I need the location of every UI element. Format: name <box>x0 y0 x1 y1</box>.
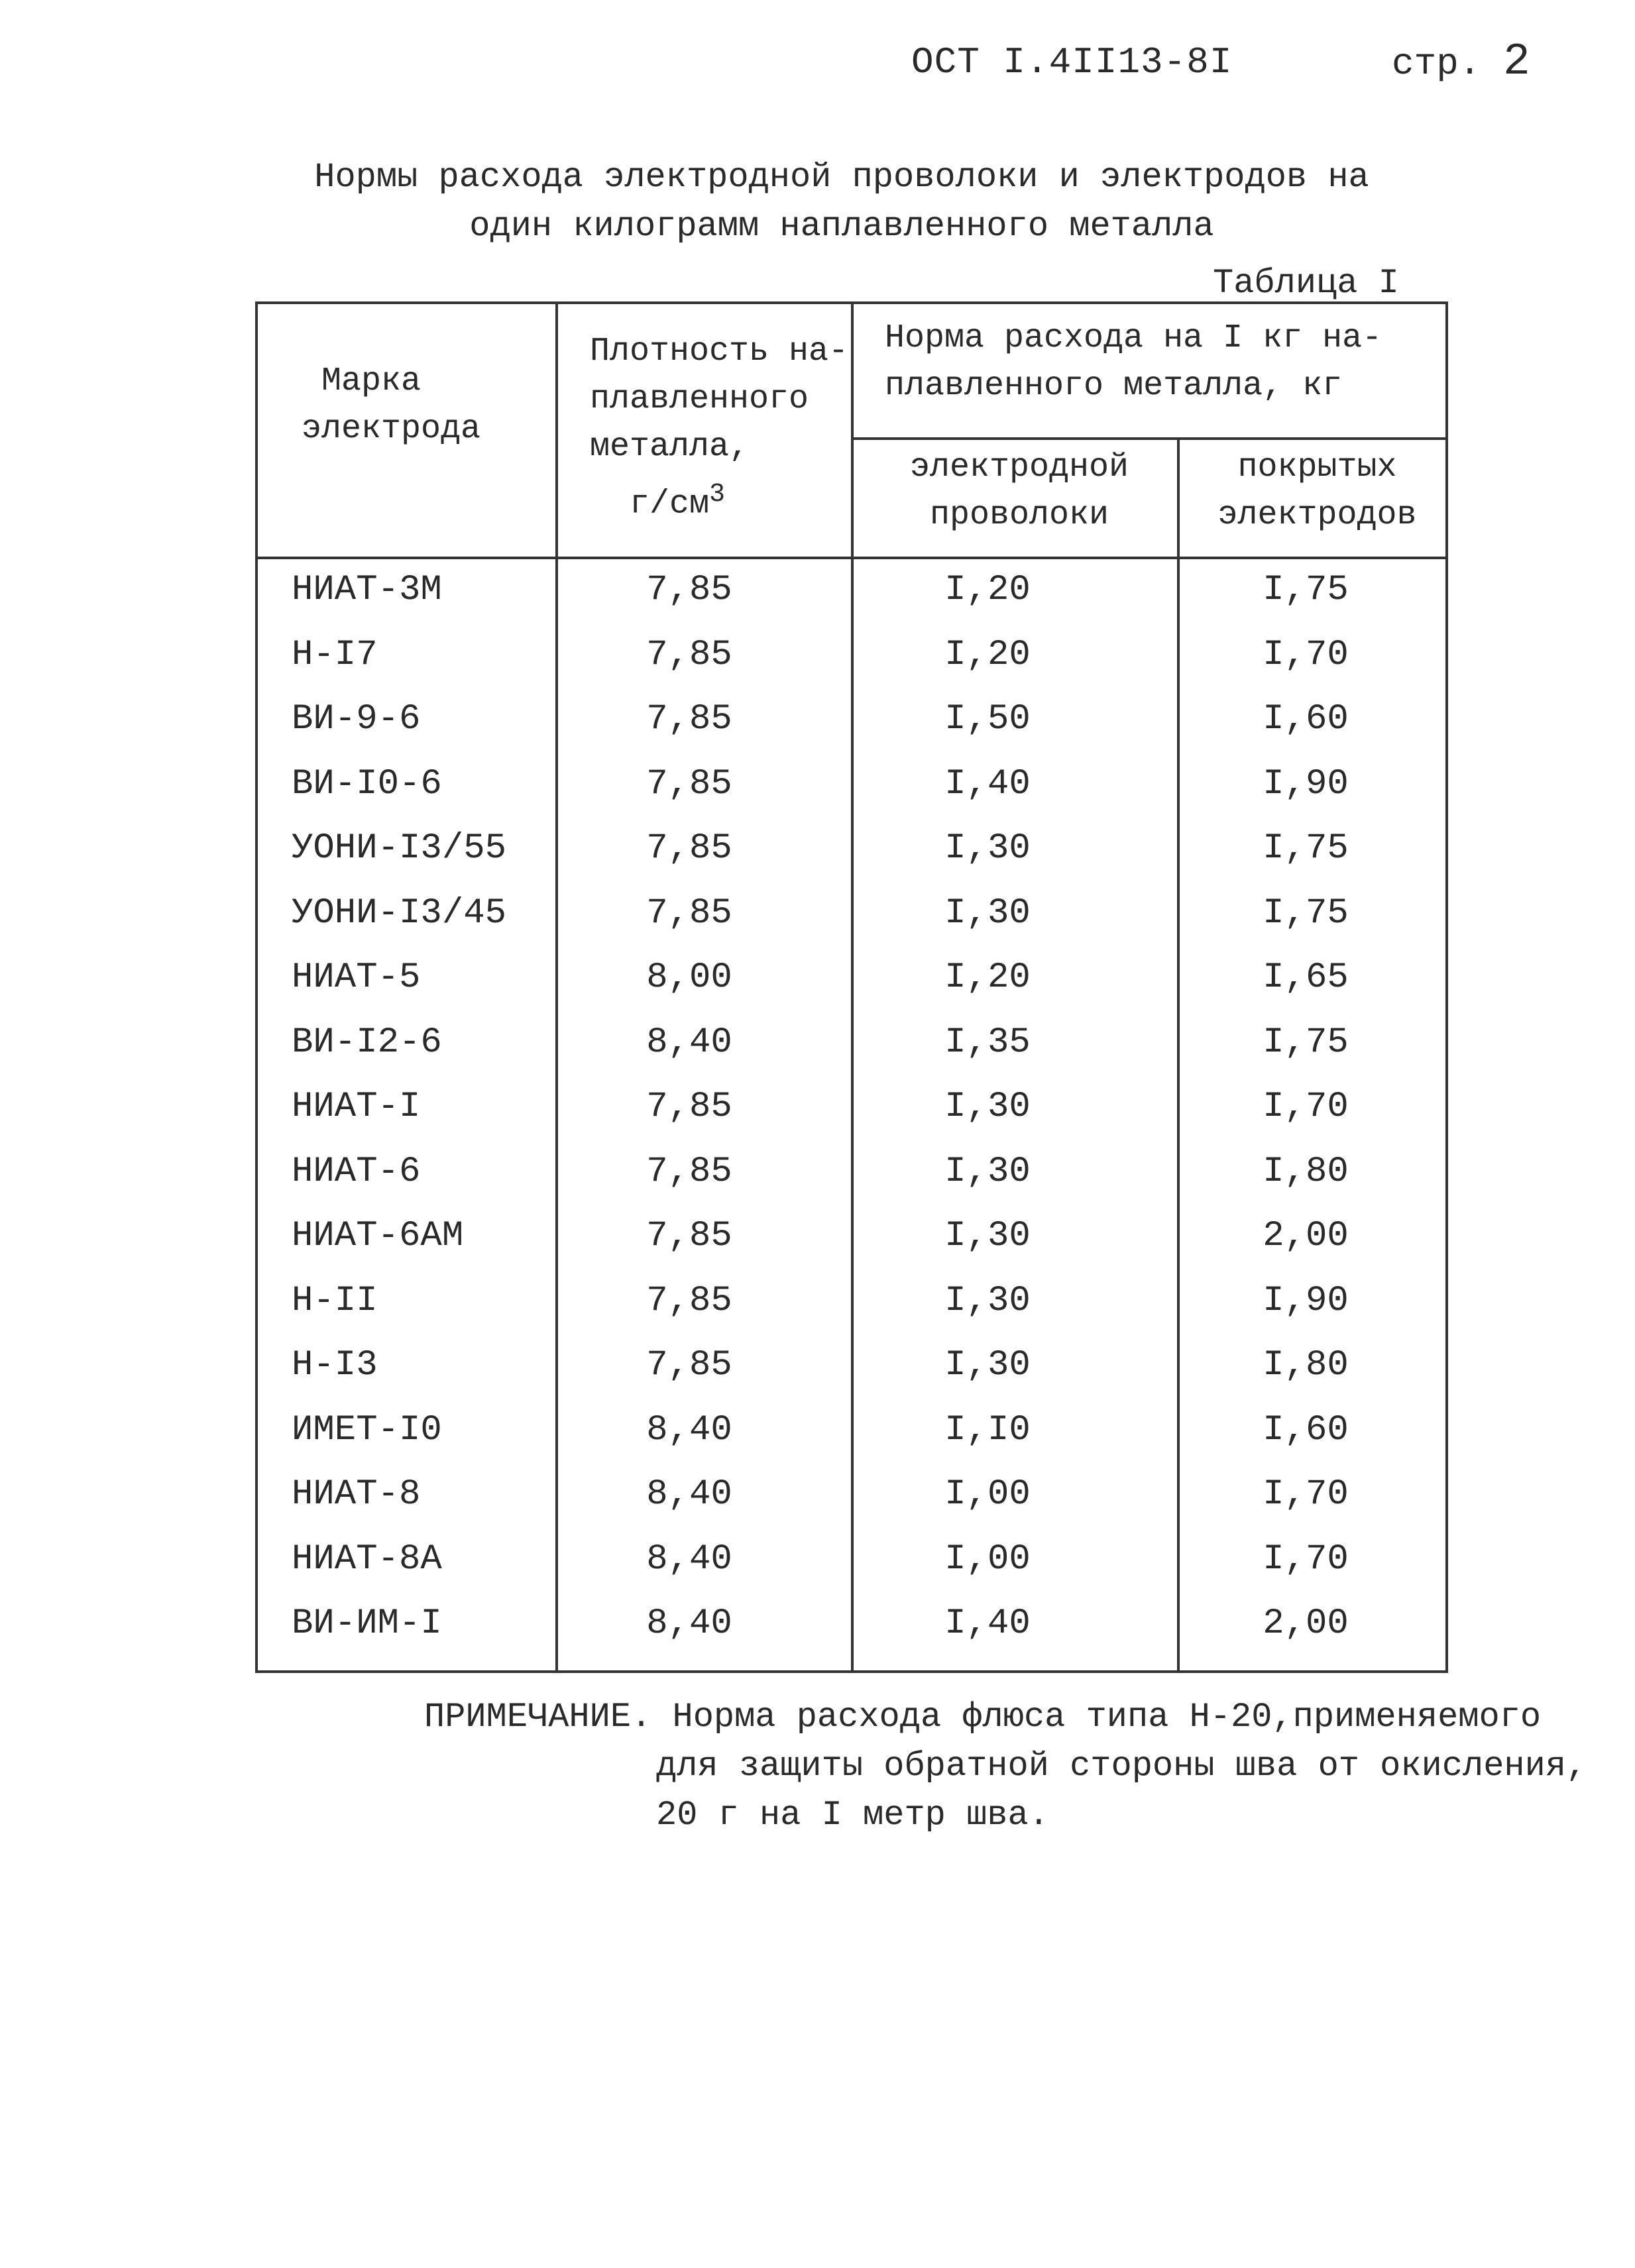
cell-wire-norm: I,30 <box>944 828 1031 869</box>
table-divider <box>1177 437 1180 1673</box>
cell-density: 7,85 <box>646 892 732 934</box>
note-line-2: для защиты обратной стороны шва от окисления, <box>656 1747 1587 1786</box>
cell-electrode-brand: НИАТ-8 <box>292 1474 421 1515</box>
header-electrode-brand <box>302 358 480 453</box>
cell-electrode-norm: I,80 <box>1263 1151 1349 1192</box>
header-density <box>590 328 855 529</box>
header-coated-electrodes <box>1186 444 1448 539</box>
note-line-3: 20 г на I метр шва. <box>656 1796 1049 1835</box>
cell-electrode-norm: I,70 <box>1263 634 1349 675</box>
page-number-value: 2 <box>1503 36 1530 87</box>
header-norm-group <box>885 315 1441 410</box>
cell-electrode-norm: I,75 <box>1263 1022 1349 1063</box>
cell-density: 7,85 <box>646 1216 732 1256</box>
cell-electrode-brand: ВИ-I2-6 <box>292 1022 442 1063</box>
cell-wire-norm: I,35 <box>944 1022 1031 1063</box>
note-label: ПРИМЕЧАНИЕ. <box>424 1698 652 1737</box>
header-line: Плотность на- <box>590 333 849 370</box>
cell-density: 8,40 <box>646 1603 732 1644</box>
cell-electrode-brand: НИАТ-8А <box>292 1539 442 1580</box>
page-label: стр. <box>1392 42 1481 85</box>
cell-density: 7,85 <box>646 1345 732 1385</box>
cell-wire-norm: I,30 <box>944 892 1031 934</box>
cell-wire-norm: I,30 <box>944 1216 1031 1256</box>
cell-wire-norm: I,I0 <box>944 1409 1031 1450</box>
header-line <box>590 471 855 529</box>
cell-wire-norm: I,30 <box>944 1280 1031 1321</box>
header-line: проволоки <box>929 496 1109 534</box>
cell-wire-norm: I,40 <box>944 763 1031 804</box>
cell-electrode-norm: I,60 <box>1263 1409 1349 1450</box>
title-line-1: Нормы расхода электродной проволоки и электродов на <box>314 158 1369 197</box>
cell-electrode-norm: 2,00 <box>1263 1216 1349 1256</box>
header-unit-sup: 3 <box>709 480 726 510</box>
cell-density: 7,85 <box>646 763 732 804</box>
cell-density: 8,00 <box>646 957 732 998</box>
cell-electrode-norm: I,90 <box>1263 1280 1349 1321</box>
cell-wire-norm: I,40 <box>944 1603 1031 1644</box>
cell-electrode-brand: Н-II <box>292 1280 378 1321</box>
cell-electrode-brand: НИАТ-I <box>292 1087 421 1127</box>
cell-electrode-brand: НИАТ-3М <box>292 570 442 610</box>
cell-density: 7,85 <box>646 634 732 675</box>
cell-wire-norm: I,30 <box>944 1087 1031 1127</box>
header-line: плавленного <box>590 380 809 418</box>
cell-electrode-norm: I,75 <box>1263 828 1349 869</box>
page-number <box>1392 36 1530 87</box>
header-line: Марка <box>321 362 422 400</box>
cell-wire-norm: I,20 <box>944 634 1031 675</box>
cell-density: 7,85 <box>646 1151 732 1192</box>
cell-density: 7,85 <box>646 1087 732 1127</box>
cell-wire-norm: I,20 <box>944 957 1031 998</box>
cell-electrode-norm: I,75 <box>1263 570 1349 610</box>
cell-electrode-brand: НИАТ-6 <box>292 1151 421 1192</box>
cell-wire-norm: I,20 <box>944 570 1031 610</box>
cell-electrode-brand: ВИ-9-6 <box>292 699 421 739</box>
title-line-2: один килограмм наплавленного металла <box>469 207 1214 246</box>
cell-wire-norm: I,50 <box>944 699 1031 739</box>
cell-density: 8,40 <box>646 1022 732 1063</box>
cell-electrode-brand: ВИ-ИМ-I <box>292 1603 442 1644</box>
cell-electrode-norm: 2,00 <box>1263 1603 1349 1644</box>
cell-density: 7,85 <box>646 699 732 739</box>
header-line: Норма расхода на I кг на- <box>885 319 1382 357</box>
cell-wire-norm: I,30 <box>944 1345 1031 1385</box>
header-line: электрода <box>302 410 481 448</box>
cell-electrode-brand: ИМЕТ-I0 <box>292 1409 442 1450</box>
cell-density: 8,40 <box>646 1474 732 1515</box>
note-line-1 <box>424 1693 1587 1742</box>
header-electrode-wire <box>862 444 1177 539</box>
note <box>424 1693 1587 1840</box>
cell-density: 7,85 <box>646 828 732 869</box>
cell-electrode-norm: I,70 <box>1263 1474 1349 1515</box>
cell-electrode-norm: I,90 <box>1263 763 1349 804</box>
table-divider <box>851 437 1448 440</box>
cell-electrode-brand: УОНИ-I3/45 <box>292 892 507 934</box>
note-text: Норма расхода флюса типа Н-20,применяемого <box>672 1698 1542 1737</box>
cell-wire-norm: I,00 <box>944 1539 1031 1580</box>
cell-electrode-brand: ВИ-I0-6 <box>292 763 442 804</box>
cell-electrode-norm: I,70 <box>1263 1087 1349 1127</box>
header-line: металла, <box>590 428 750 466</box>
cell-electrode-norm: I,65 <box>1263 957 1349 998</box>
header-line: электродов <box>1217 496 1417 534</box>
header-line: электродной <box>909 449 1129 486</box>
cell-electrode-brand: Н-I7 <box>292 634 378 675</box>
cell-wire-norm: I,30 <box>944 1151 1031 1192</box>
cell-electrode-brand: УОНИ-I3/55 <box>292 828 507 869</box>
cell-electrode-brand: НИАТ-6АМ <box>292 1216 464 1256</box>
header-unit: г/см <box>630 485 710 523</box>
cell-electrode-norm: I,80 <box>1263 1345 1349 1385</box>
header-line: покрытых <box>1237 449 1397 486</box>
cell-electrode-norm: I,70 <box>1263 1539 1349 1580</box>
cell-electrode-brand: Н-I3 <box>292 1345 378 1385</box>
cell-electrode-norm: I,60 <box>1263 699 1349 739</box>
document-code: ОСТ I.4II13-8I <box>911 41 1233 83</box>
cell-wire-norm: I,00 <box>944 1474 1031 1515</box>
cell-density: 8,40 <box>646 1539 732 1580</box>
cell-density: 7,85 <box>646 570 732 610</box>
header-line: плавленного металла, кг <box>885 367 1343 405</box>
table-divider <box>255 557 1448 559</box>
cell-electrode-norm: I,75 <box>1263 892 1349 934</box>
table-label: Таблица I <box>1213 264 1399 303</box>
cell-density: 7,85 <box>646 1280 732 1321</box>
cell-electrode-brand: НИАТ-5 <box>292 957 421 998</box>
cell-density: 8,40 <box>646 1409 732 1450</box>
